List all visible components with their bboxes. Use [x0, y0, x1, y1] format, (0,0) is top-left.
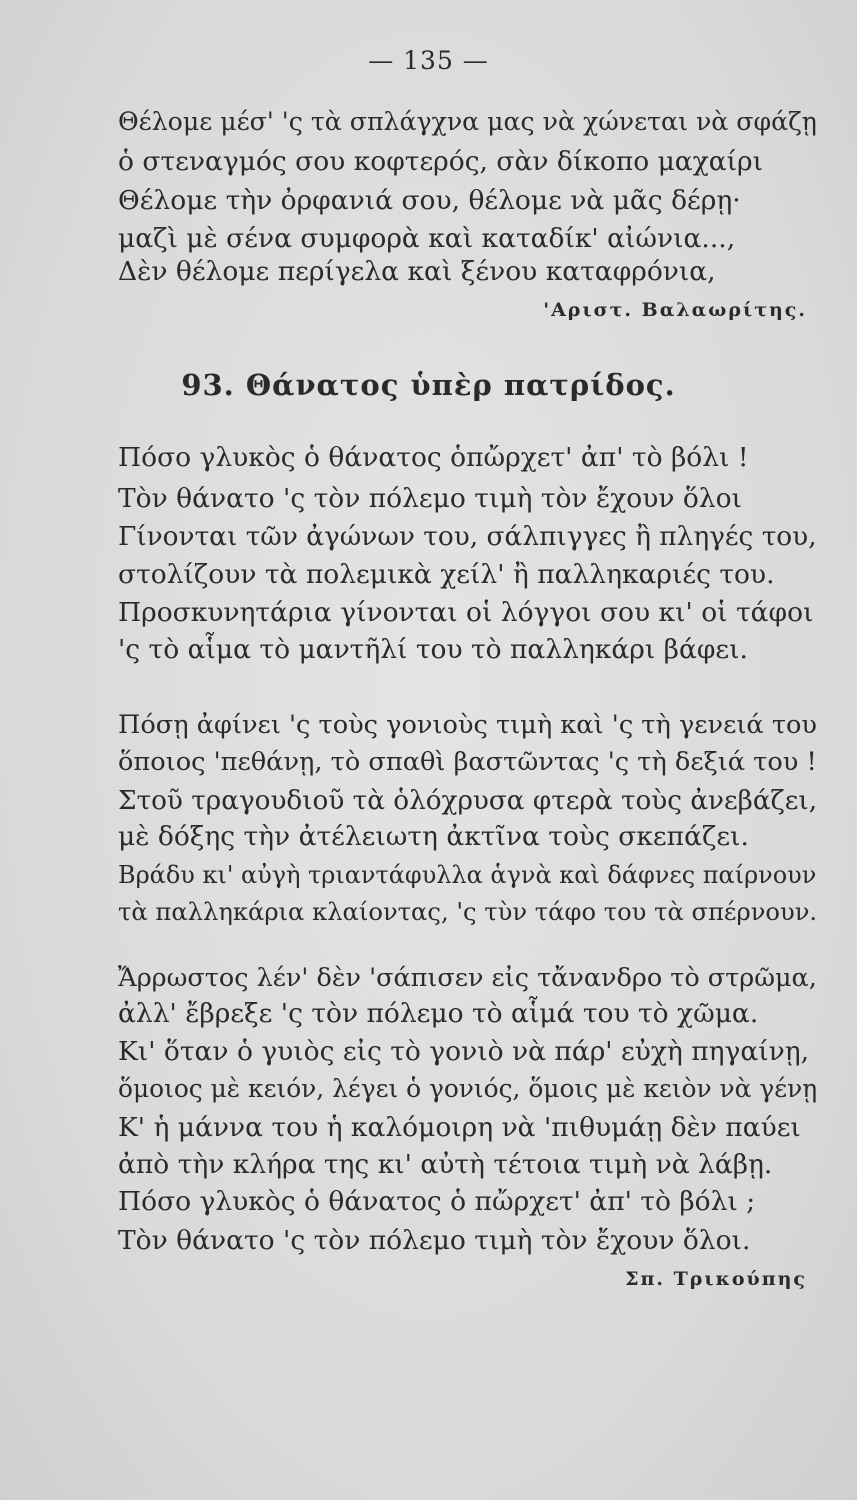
verse-line: ὁ στεναγμός σου κοφτερός, σὰν δίκοπο μαχαίρι	[118, 146, 764, 177]
verse-line: Πόσῃ ἀφίνει 'ς τοὺς γονιοὺς τιμὴ καὶ 'ς τὴ γενειά του	[118, 710, 817, 740]
verse-line: Γίνονται τῶν ἀγώνων του, σάλπιγγες ἢ πληγές του,	[118, 522, 817, 552]
verse-line: Ἄρρωστος λέν' δὲν 'σάπισεν εἰς τἄνανδρο τὸ στρῶμα,	[118, 963, 817, 993]
verse-line: Δὲν θέλομε περίγελα καὶ ξένου καταφρόνια,	[118, 256, 716, 287]
attribution-valaoritis: 'Αριστ. Βαλαωρίτης.	[543, 299, 807, 321]
verse-line: Τὸν θάνατο 'ς τὸν πόλεμο τιμὴ τὸν ἔχουν ὅλοι.	[118, 1225, 751, 1256]
verse-line: μὲ δόξης τὴν ἀτέλειωτη ἀκτῖνα τοὺς σκεπάζει.	[118, 821, 749, 852]
verse-line: Πόσο γλυκὸς ὁ θάνατος ὁ πὤρχετ' ἀπ' τὸ βόλι ;	[118, 1186, 756, 1217]
verse-line: στολίζουν τὰ πολεμικὰ χείλ' ἢ παλληκαριές του.	[118, 559, 775, 590]
verse-line: Βράδυ κι' αὐγὴ τριαντάφυλλα ἁγνὰ καὶ δάφνες παίρνουν	[118, 861, 817, 889]
verse-line: τὰ παλληκάρια κλαίοντας, 'ς τὺν τάφο του τὰ σπέρνουν.	[118, 898, 818, 926]
verse-line: ἀπὸ τὴν κλήρα της κι' αὐτὴ τέτοια τιμὴ νὰ λάβῃ.	[118, 1149, 773, 1180]
verse-line: Κ' ἡ μάννα του ἡ καλόμοιρη νὰ 'πιθυμάῃ δὲν παύει	[118, 1112, 801, 1143]
page-number: — 135 —	[368, 46, 489, 75]
verse-line: ἀλλ' ἔβρεξε 'ς τὸν πόλεμο τὸ αἷμά του τὸ χῶμα.	[118, 998, 759, 1029]
verse-line: ὅμοιος μὲ κειόν, λέγει ὁ γονιός, ὅμοις μὲ κειὸν νὰ γένῃ	[118, 1074, 818, 1103]
verse-line: μαζὶ μὲ σένα συμφορὰ καὶ καταδίκ' αἰώνια...,	[118, 223, 736, 254]
verse-line: Θέλομε μέσ' 'ς τὰ σπλάγχνα μας νὰ χώνεται νὰ σφάζῃ	[118, 107, 817, 136]
verse-line: Πόσο γλυκὸς ὁ θάνατος ὁπὤρχετ' ἀπ' τὸ βόλι !	[118, 442, 749, 473]
verse-line: 'ς τὸ αἷμα τὸ μαντῆλί του τὸ παλληκάρι βάφει.	[118, 634, 748, 665]
attribution-trikoupis: Σπ. Τρικούπης	[625, 1268, 807, 1290]
verse-line: Κι' ὅταν ὁ γυιὸς εἰς τὸ γονιὸ νὰ πάρ' εὐχὴ πηγαίνῃ,	[118, 1036, 810, 1067]
verse-line: Στοῦ τραγουδιοῦ τὰ ὁλόχρυσα φτερὰ τοὺς ἀνεβάζει,	[118, 786, 818, 816]
verse-line: ὅποιος 'πεθάνῃ, τὸ σπαθὶ βαστῶντας 'ς τὴ δεξιά του !	[118, 747, 817, 777]
verse-line: Τὸν θάνατο 'ς τὸν πόλεμο τιμὴ τὸν ἔχουν ὅλοι	[118, 483, 742, 514]
poem-title: 93. Θάνατος ὑπὲρ πατρίδος.	[181, 368, 676, 402]
verse-line: Θέλομε τὴν ὀρφανιά σου, θέλομε νὰ μᾶς δέρῃ·	[118, 185, 741, 216]
verse-line: Προσκυνητάρια γίνονται οἱ λόγγοι σου κι' οἱ τάφοι	[118, 597, 814, 628]
